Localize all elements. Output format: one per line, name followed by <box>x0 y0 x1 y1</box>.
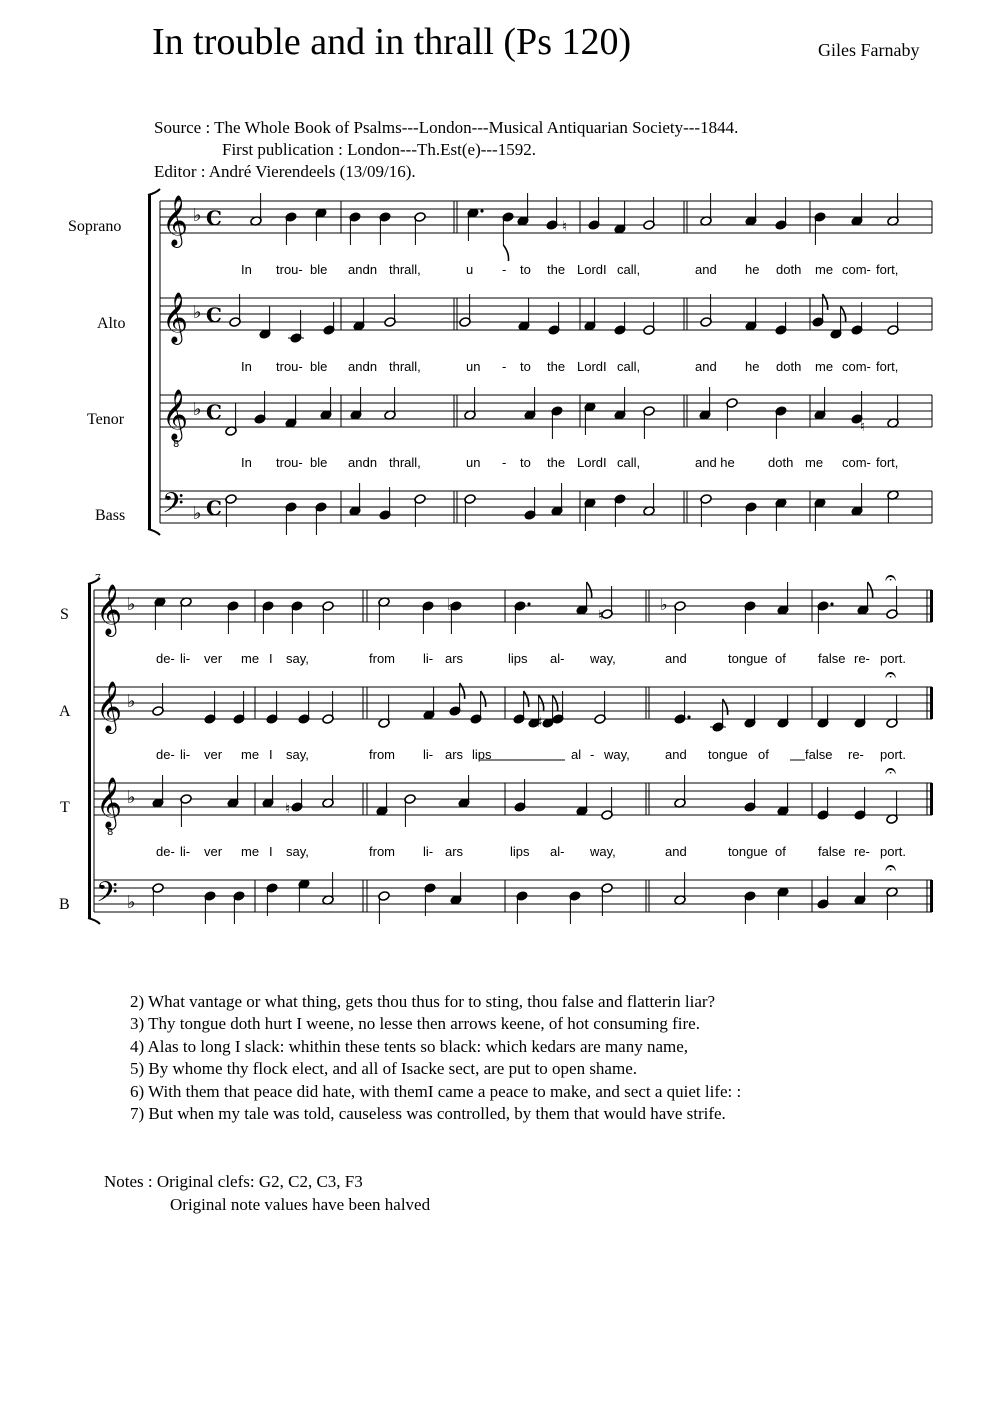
lyric-syllable: say, <box>286 651 309 666</box>
voice-label-a: A <box>59 703 71 720</box>
source-line: Source : The Whole Book of Psalms---London---Musical Antiquarian Society---1844. <box>154 118 739 137</box>
lyric-syllable: ble <box>310 359 328 374</box>
lyric-syllable: me <box>815 359 834 374</box>
lyric-syllable: thrall, <box>389 359 421 374</box>
natural-icon: ♮ <box>562 219 568 235</box>
lyric-syllable: de- <box>156 651 175 666</box>
lyric-syllable: u <box>466 262 474 277</box>
page-title: In trouble and in thrall (Ps 120) <box>152 21 632 63</box>
lyric-syllable: trou- <box>276 262 303 277</box>
lyric-syllable: re- <box>854 651 870 666</box>
lyric-syllable: fort, <box>876 262 899 277</box>
lyric-syllable: and <box>348 455 370 470</box>
lyric-syllable: li- <box>423 844 434 859</box>
lyric-syllable: way, <box>604 747 630 762</box>
lyric-syllable: ver <box>204 844 223 859</box>
note-flag <box>823 294 828 310</box>
time-signature: C <box>206 206 222 230</box>
lyric-syllable: com- <box>842 359 871 374</box>
lyric-syllable: from <box>369 844 395 859</box>
lyric-syllable: port. <box>880 651 907 666</box>
lyric-syllable: and <box>665 844 687 859</box>
lyric-syllable: in <box>367 359 378 374</box>
lyric-syllable: un <box>466 359 481 374</box>
octave-marker: 8 <box>107 827 114 838</box>
lyric-syllable: and <box>665 651 687 666</box>
bracket-bottom <box>148 529 160 535</box>
lyric-syllable: false <box>805 747 833 762</box>
first-publication-line: First publication : London---Th.Est(e)---1592. <box>222 140 536 159</box>
treble-clef-icon: 𝄞 <box>162 389 189 440</box>
flat-icon: ♭ <box>660 595 668 614</box>
lyric-syllable: In <box>241 455 252 470</box>
lyric-syllable: port. <box>880 747 907 762</box>
lyric-syllable: and <box>695 262 717 277</box>
note-flag <box>460 683 465 699</box>
note-dot <box>687 715 690 718</box>
fermata-icon: 𝄐 <box>885 565 897 589</box>
note-dot <box>480 209 483 212</box>
lyric-syllable: ars <box>445 747 464 762</box>
lyric-syllable: call, <box>617 359 641 374</box>
lyric-syllable: doth <box>776 262 802 277</box>
lyric-syllable: re- <box>854 844 870 859</box>
fermata-icon: 𝄐 <box>885 758 897 782</box>
lyric-syllable: of <box>775 651 786 666</box>
lyric-syllable: of <box>758 747 769 762</box>
lyric-syllable: com- <box>842 262 871 277</box>
lyric-syllable: me <box>805 455 824 470</box>
note-flag <box>723 699 728 715</box>
lyric-syllable: - <box>590 747 595 762</box>
lyric-syllable: al <box>571 747 582 762</box>
lyric-syllable: trou- <box>276 455 303 470</box>
verse-4: 4) Alas to long I slack: whithin these tents so black: which kedars are many name, <box>130 1037 689 1056</box>
note-dot <box>527 602 530 605</box>
voice-label-tenor: Tenor <box>87 411 125 428</box>
lyric-syllable: li- <box>423 651 434 666</box>
lyric-syllable: Lord <box>577 455 604 470</box>
voice-label-alto: Alto <box>97 315 126 332</box>
lyric-syllable: the <box>547 455 566 470</box>
voice-label-b: B <box>59 896 70 913</box>
key-signature-flat-icon: ♭ <box>127 594 136 615</box>
lyric-syllable: in <box>367 262 378 277</box>
lyric-syllable: tongue <box>708 747 748 762</box>
lyric-syllable: li- <box>180 844 191 859</box>
lyric-syllable: I <box>603 359 607 374</box>
bracket-top <box>148 189 160 195</box>
lyric-syllable: - <box>502 455 507 470</box>
verse-2: 2) What vantage or what thing, gets thou thus for to sting, thou false and flatterin liar? <box>130 992 716 1011</box>
lyric-syllable: from <box>369 747 395 762</box>
lyric-syllable: me <box>241 747 260 762</box>
lyric-syllable: and he <box>695 455 735 470</box>
key-signature-flat-icon: ♭ <box>193 302 202 323</box>
fermata-icon: 𝄐 <box>885 662 897 686</box>
lyric-syllable: way, <box>590 651 616 666</box>
lyric-syllable: de- <box>156 747 175 762</box>
time-signature: C <box>206 400 222 424</box>
lyric-syllable: I <box>603 455 607 470</box>
final-barline <box>930 687 933 719</box>
treble-clef-icon: 𝄞 <box>96 777 123 828</box>
lyric-syllable: trou- <box>276 359 303 374</box>
lyric-syllable: say, <box>286 747 309 762</box>
bracket-bottom <box>88 918 100 924</box>
key-signature-flat-icon: ♭ <box>193 503 202 524</box>
lyric-syllable: ars <box>445 651 464 666</box>
lyric-syllable: li- <box>180 747 191 762</box>
lyric-syllable: me <box>241 844 260 859</box>
lyric-syllable: the <box>547 359 566 374</box>
lyric-syllable: un <box>466 455 481 470</box>
verse-7: 7) But when my tale was told, causeless was controlled, by them that would have strife. <box>130 1104 726 1123</box>
lyric-syllable: ars <box>445 844 464 859</box>
final-barline <box>930 880 933 912</box>
note-flag <box>524 691 529 707</box>
natural-icon: ♮ <box>598 608 604 624</box>
lyric-syllable: de- <box>156 844 175 859</box>
lyric-syllable: from <box>369 651 395 666</box>
lyric-syllable: and <box>348 359 370 374</box>
lyric-syllable: re- <box>848 747 864 762</box>
lyric-syllable: Lord <box>577 359 604 374</box>
verse-5: 5) By whome thy flock elect, and all of Isacke sect, are put to open shame. <box>130 1059 637 1078</box>
lyric-syllable: thrall, <box>389 455 421 470</box>
lyric-syllable: and <box>665 747 687 762</box>
octave-marker: 8 <box>173 439 180 450</box>
note-flag <box>481 691 486 707</box>
natural-icon: ♮ <box>285 801 291 817</box>
system-bracket <box>148 195 151 529</box>
voice-label-s: S <box>60 606 69 623</box>
lyric-syllable: I <box>269 844 273 859</box>
lyric-syllable: the <box>547 262 566 277</box>
lyric-syllable: lips <box>472 747 492 762</box>
lyric-syllable: say, <box>286 844 309 859</box>
lyric-syllable: to <box>520 455 531 470</box>
lyric-syllable: al- <box>550 844 565 859</box>
lyric-syllable: ble <box>310 455 328 470</box>
lyric-syllable: fort, <box>876 455 899 470</box>
bass-clef-icon: 𝄢 <box>96 876 118 916</box>
composer-name: Giles Farnaby <box>818 40 920 60</box>
voice-label-t: T <box>60 799 70 816</box>
lyric-syllable: he <box>745 359 760 374</box>
treble-clef-icon: 𝄞 <box>96 584 123 635</box>
lyric-syllable: false <box>818 651 846 666</box>
lyric-syllable: - <box>502 262 507 277</box>
measure-number: 7 <box>95 572 101 584</box>
lyric-syllable: - <box>502 359 507 374</box>
key-signature-flat-icon: ♭ <box>127 892 136 913</box>
sharp-icon: ♯ <box>536 715 543 731</box>
voice-label-soprano: Soprano <box>68 218 122 235</box>
lyric-syllable: in <box>367 455 378 470</box>
lyric-syllable: call, <box>617 262 641 277</box>
notes-clefs: Notes : Original clefs: G2, C2, C3, F3 <box>104 1172 363 1191</box>
lyric-syllable: I <box>603 262 607 277</box>
flat-icon: ♭ <box>447 595 455 614</box>
treble-clef-icon: 𝄞 <box>96 681 123 732</box>
lyric-syllable: me <box>815 262 834 277</box>
lyric-syllable: doth <box>776 359 802 374</box>
lyric-syllable: lips <box>510 844 530 859</box>
final-barline <box>930 783 933 815</box>
voice-label-bass: Bass <box>95 507 126 524</box>
lyric-syllable: and <box>348 262 370 277</box>
editor-line: Editor : André Vierendeels (13/09/16). <box>154 162 416 181</box>
lyric-syllable: In <box>241 359 252 374</box>
bass-clef-icon: 𝄢 <box>162 487 184 527</box>
lyric-syllable: al- <box>550 651 565 666</box>
lyric-syllable: ble <box>310 262 328 277</box>
lyric-syllable: li- <box>180 651 191 666</box>
lyric-syllable: In <box>241 262 252 277</box>
notes-values: Original note values have been halved <box>170 1195 431 1214</box>
time-signature: C <box>206 496 222 520</box>
lyric-syllable: lips <box>508 651 528 666</box>
natural-icon: ♮ <box>860 419 866 435</box>
lyric-syllable: of <box>775 844 786 859</box>
key-signature-flat-icon: ♭ <box>193 205 202 226</box>
lyric-syllable: I <box>269 747 273 762</box>
system-bracket <box>88 584 91 918</box>
lyric-syllable: port. <box>880 844 907 859</box>
treble-clef-icon: 𝄞 <box>162 195 189 246</box>
lyric-syllable: to <box>520 262 531 277</box>
lyric-syllable: com- <box>842 455 871 470</box>
lyric-syllable: fort, <box>876 359 899 374</box>
lyric-syllable: false <box>818 844 846 859</box>
key-signature-flat-icon: ♭ <box>127 787 136 808</box>
key-signature-flat-icon: ♭ <box>193 399 202 420</box>
lyric-syllable: call, <box>617 455 641 470</box>
verse-6: 6) With them that peace did hate, with themI came a peace to make, and sect a quiet life: : <box>130 1082 742 1101</box>
lyric-syllable: he <box>745 262 760 277</box>
lyric-syllable: thrall, <box>389 262 421 277</box>
lyric-syllable: tongue <box>728 651 768 666</box>
treble-clef-icon: 𝄞 <box>162 292 189 343</box>
verse-3: 3) Thy tongue doth hurt I weene, no lesse then arrows keene, of hot consuming fire. <box>130 1014 700 1033</box>
lyric-syllable: I <box>269 651 273 666</box>
lyric-syllable: ver <box>204 651 223 666</box>
lyric-syllable: li- <box>423 747 434 762</box>
key-signature-flat-icon: ♭ <box>127 691 136 712</box>
lyric-syllable: way, <box>590 844 616 859</box>
time-signature: C <box>206 303 222 327</box>
lyric-syllable: doth <box>768 455 794 470</box>
lyric-syllable: ver <box>204 747 223 762</box>
lyric-syllable: me <box>241 651 260 666</box>
final-barline <box>930 590 933 622</box>
note-dot <box>830 602 833 605</box>
note-flag <box>503 245 508 261</box>
lyric-syllable: tongue <box>728 844 768 859</box>
lyric-syllable: and <box>695 359 717 374</box>
lyric-syllable: Lord <box>577 262 604 277</box>
fermata-icon: 𝄐 <box>885 855 897 879</box>
lyric-syllable: to <box>520 359 531 374</box>
